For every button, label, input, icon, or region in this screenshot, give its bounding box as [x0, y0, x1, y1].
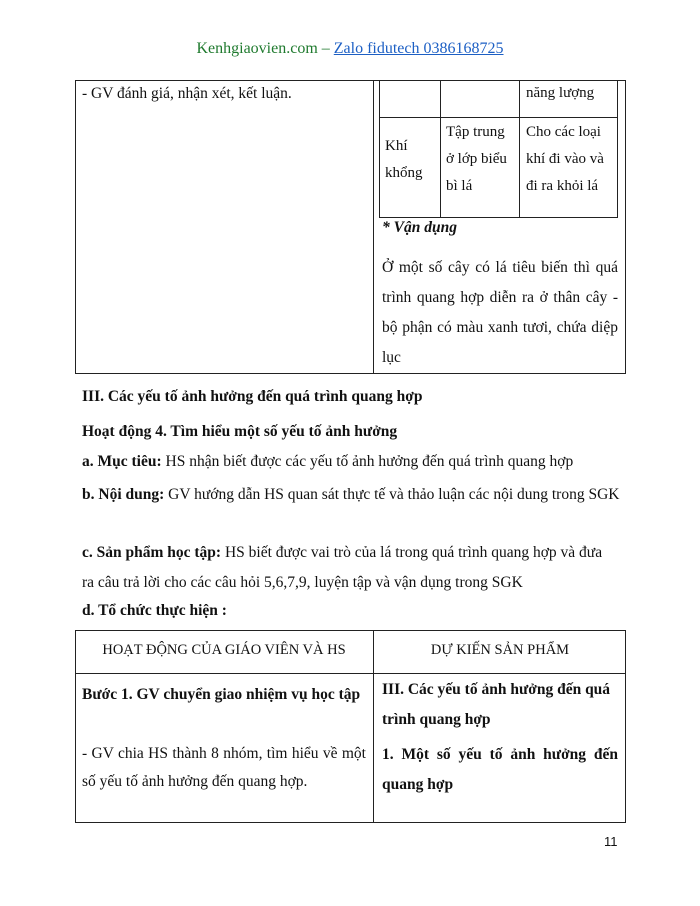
activity-table-divider	[373, 630, 374, 823]
header-site[interactable]: Kenhgiaovien.com	[196, 40, 318, 57]
item-c-text: HS biết được vai trò của lá trong quá trình quang hợp và đưa ra câu trả lời cho các câu hỏi 5,6,7,9, luyện tập và vận dụng trong SGK	[82, 544, 603, 591]
van-dung-heading: * Vận dụng	[382, 219, 457, 236]
item-b-label: b. Nội dung:	[82, 486, 165, 503]
header-separator: –	[317, 40, 334, 57]
inner-cell-r1c3: năng lượng	[526, 85, 595, 101]
inner-table-col-divider-2	[519, 80, 520, 218]
inner-table-row-divider	[379, 117, 618, 118]
item-a-text: HS nhận biết được các yếu tố ảnh hưởng đến quá trình quang hợp	[161, 453, 574, 470]
step1-heading: Bước 1. GV chuyển giao nhiệm vụ học tập	[82, 686, 361, 703]
inner-cell-r2c2: Tập trung ở lớp biểu bì lá	[446, 124, 507, 194]
page-number: 11	[604, 834, 618, 849]
header-expected-product: DỰ KIẾN SẢN PHẨM	[430, 642, 570, 658]
header-teacher-activity: HOẠT ĐỘNG CỦA GIÁO VIÊN VÀ HS	[102, 642, 346, 658]
item-c	[82, 538, 612, 598]
top-table-divider	[373, 80, 374, 374]
item-a	[82, 448, 642, 476]
inner-cell-r2c3: Cho các loại khí đi vào và đi ra khỏi lá	[526, 124, 604, 194]
item-a-label: a. Mục tiêu:	[82, 453, 162, 470]
page-header	[0, 40, 700, 58]
van-dung-text: Ở một số cây có lá tiêu biến thì quá trình quang hợp diễn ra ở thân cây - bộ phận có màu xanh tươi, chứa diệp lục	[382, 259, 618, 366]
item-c-label: c. Sản phẩm học tập:	[82, 544, 222, 561]
item-b-text: GV hướng dẫn HS quan sát thực tế và thảo luận các nội dung trong SGK	[164, 486, 620, 503]
item-b	[82, 480, 622, 510]
activity-table-header-line	[75, 673, 626, 674]
inner-table-col-divider-1	[440, 80, 441, 218]
product-subheading: 1. Một số yếu tố ảnh hưởng đến quang hợp	[382, 746, 618, 793]
header-contact-link[interactable]: Zalo fidutech 0386168725	[333, 40, 504, 57]
activity-heading: Hoạt động 4. Tìm hiểu một số yếu tố ảnh hưởng	[82, 423, 398, 440]
top-table-left-text: - GV đánh giá, nhận xét, kết luận.	[82, 85, 292, 102]
step1-text: - GV chia HS thành 8 nhóm, tìm hiểu về một số yếu tố ảnh hưởng đến quang hợp.	[82, 745, 366, 790]
inner-cell-r2c1: Khí khổng	[385, 138, 423, 181]
item-d: d. Tổ chức thực hiện :	[82, 602, 227, 619]
product-heading: III. Các yếu tố ảnh hưởng đến quá trình quang hợp	[382, 681, 611, 728]
section-heading: III. Các yếu tố ảnh hưởng đến quá trình quang hợp	[82, 388, 423, 405]
